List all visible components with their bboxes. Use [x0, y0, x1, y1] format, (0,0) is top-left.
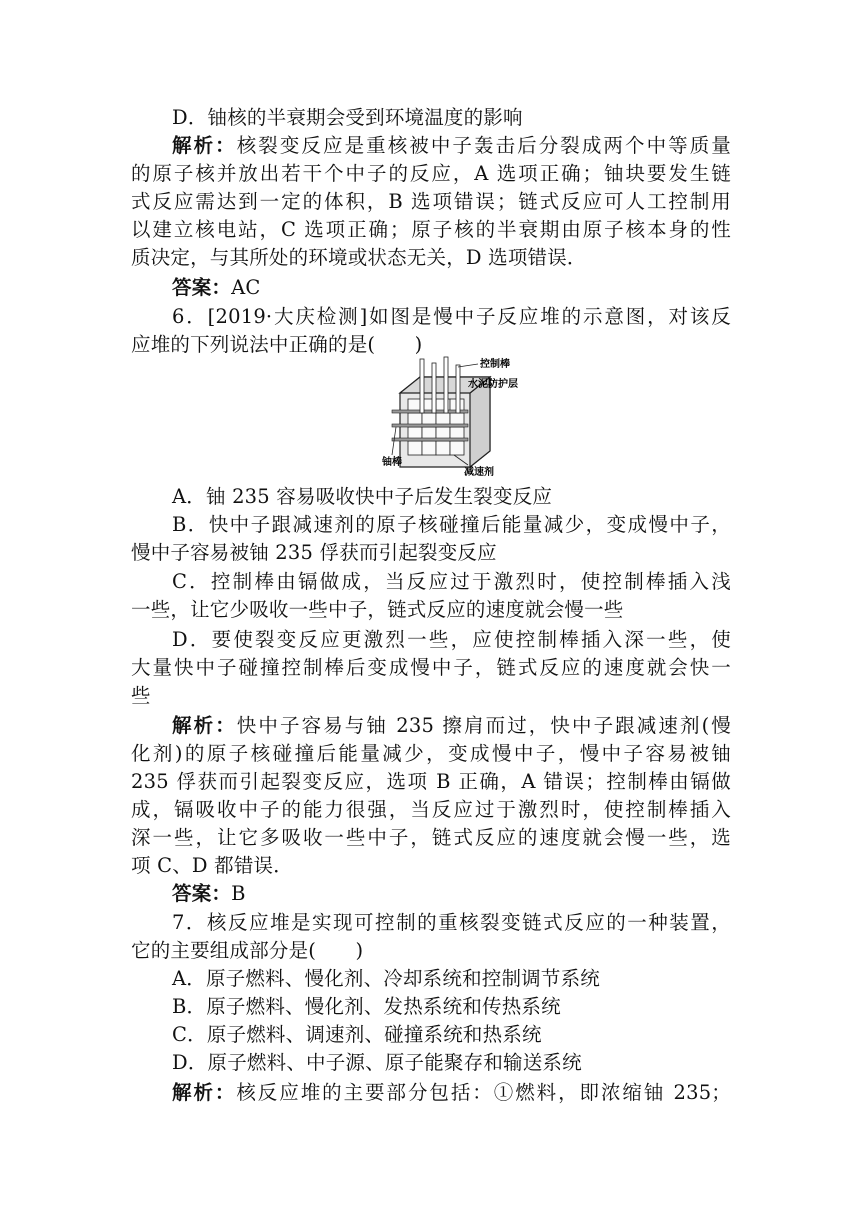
answer-value: AC — [231, 276, 261, 299]
question-line: 6．[2019·大庆检测]如图是慢中子反应堆的示意图，对该反 — [172, 305, 731, 328]
answer-label: 答案： — [172, 276, 232, 299]
label-concrete-layer: 水泥防护层 — [468, 379, 518, 390]
answer-line — [172, 274, 772, 302]
analysis-label: 解析： — [172, 714, 237, 737]
question-line: 应堆的下列说法中正确的是( ) — [131, 333, 423, 356]
text-line — [172, 132, 731, 160]
label-control-rod: 控制棒 — [480, 359, 510, 370]
text-line: 质决定，与其所处的环境或状态无关，D 选项错误． — [131, 246, 587, 269]
option-line: B．快中子跟减速剂的原子核碰撞后能量减少，变成慢中子， — [172, 513, 731, 536]
text-line: 式反应需达到一定的体积，B 选项错误；链式反应可人工控制用 — [131, 190, 731, 213]
option-line: C．控制棒由镉做成，当反应过于激烈时，使控制棒插入浅 — [172, 570, 731, 593]
text-line: D．铀核的半衰期会受到环境温度的影响 — [172, 106, 523, 129]
question-line: 7．核反应堆是实现可控制的重核裂变链式反应的一种装置， — [172, 911, 731, 934]
text-line: 235 俘获而引起裂变反应，选项 B 正确，A 错误；控制棒由镉做 — [131, 770, 731, 793]
option-line: 一些，让它少吸收一些中子，链式反应的速度就会慢一些 — [131, 598, 624, 621]
label-moderator: 减速剂 — [464, 467, 494, 477]
reactor-diagram — [378, 355, 528, 477]
option-line: A．原子燃料、慢化剂、冷却系统和控制调节系统 — [172, 967, 600, 990]
analysis-text: 快中子容易与铀 235 擦肩而过，快中子跟减速剂(慢 — [236, 714, 731, 737]
option-line: A．铀 235 容易吸收快中子后发生裂变反应 — [172, 485, 553, 508]
text-line: 以建立核电站，C 选项正确；原子核的半衰期由原子核本身的性 — [131, 218, 731, 241]
option-line: 慢中子容易被铀 235 俘获而引起裂变反应 — [131, 541, 497, 564]
label-uranium-rod: 铀棒 — [382, 457, 402, 468]
option-line: 些 — [131, 684, 151, 707]
answer-label: 答案： — [172, 882, 232, 905]
option-line: C．原子燃料、调速剂、碰撞系统和热系统 — [172, 1023, 542, 1046]
answer-line — [172, 880, 772, 908]
analysis-label: 解析： — [172, 134, 237, 157]
text-line: 的原子核并放出若干个中子的反应，A 选项正确；铀块要发生链 — [131, 162, 731, 185]
text-line: 化剂)的原子核碰撞后能量减少，变成慢中子，慢中子容易被铀 — [131, 742, 731, 765]
text-line — [172, 712, 731, 740]
option-line: B．原子燃料、慢化剂、发热系统和传热系统 — [172, 995, 561, 1018]
analysis-label: 解析： — [172, 1081, 237, 1104]
analysis-text: 核反应堆的主要部分包括：①燃料，即浓缩铀 235； — [236, 1081, 732, 1104]
text-line: 深一些，让它多吸收一些中子，链式反应的速度就会慢一些，选 — [131, 826, 731, 849]
option-line: 大量快中子碰撞控制棒后变成慢中子，链式反应的速度就会快一 — [131, 656, 731, 679]
analysis-text: 核裂变反应是重核被中子轰击后分裂成两个中等质量 — [236, 134, 731, 157]
option-line: D．原子燃料、中子源、原子能聚存和输送系统 — [172, 1051, 582, 1074]
answer-value: B — [231, 882, 246, 905]
reactor-figure — [378, 355, 528, 477]
question-line: 它的主要组成部分是( ) — [131, 939, 364, 962]
text-line: 项 C、D 都错误． — [131, 854, 293, 877]
text-line — [172, 1079, 731, 1107]
text-line: 成，镉吸收中子的能力很强，当反应过于激烈时，使控制棒插入 — [131, 798, 731, 821]
option-line: D．要使裂变反应更激烈一些，应使控制棒插入深一些，使 — [172, 628, 731, 651]
